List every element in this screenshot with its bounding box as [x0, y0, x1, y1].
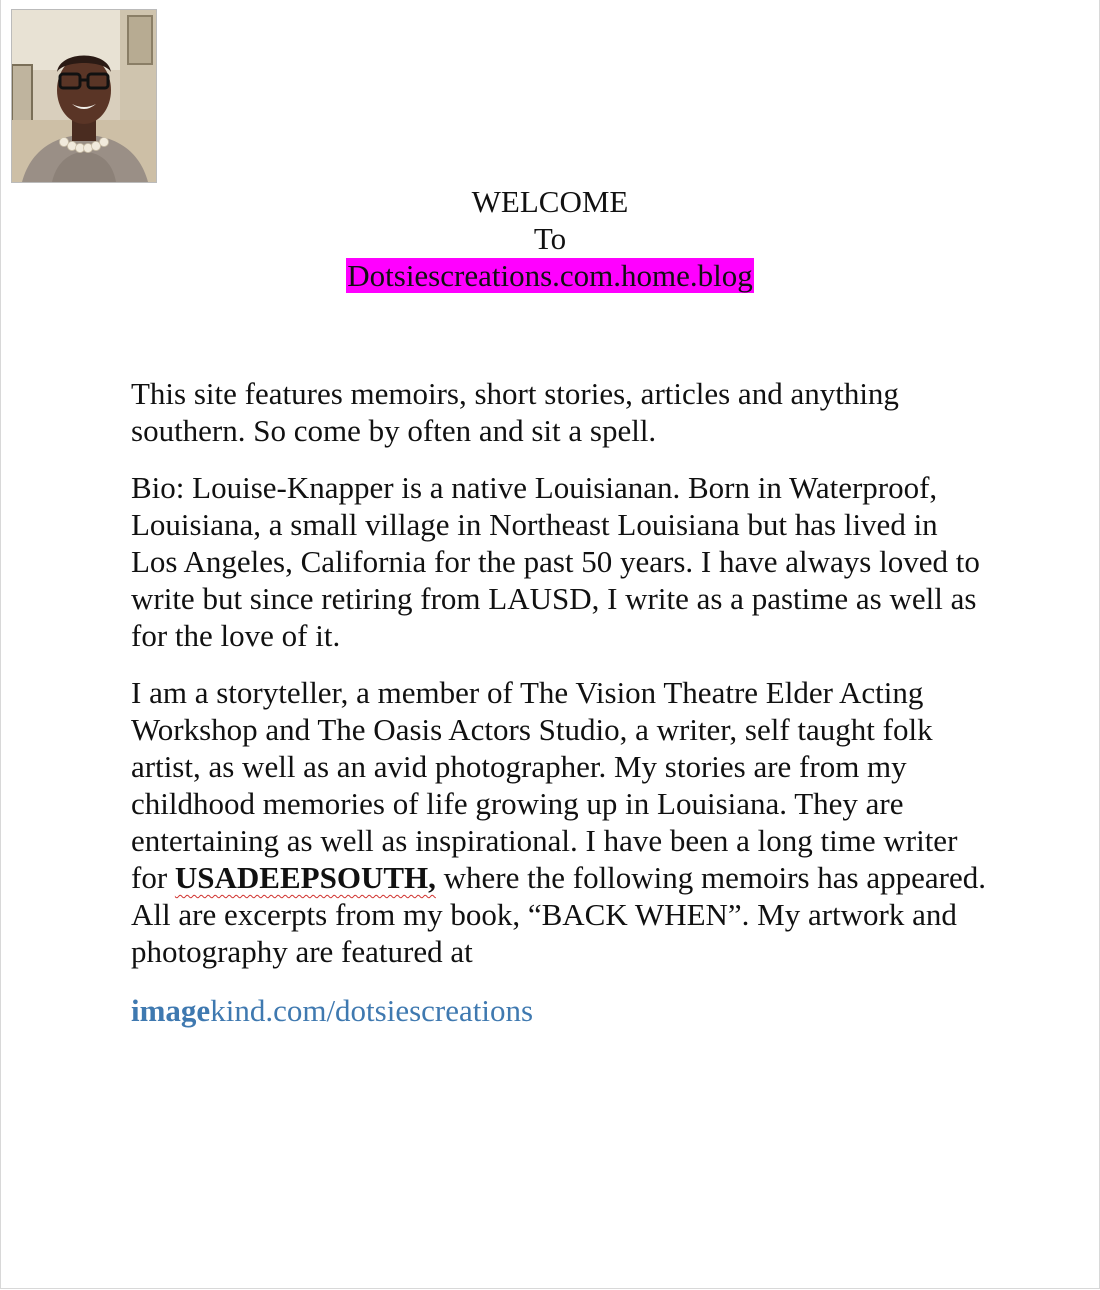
author-photo [11, 9, 157, 183]
bio-paragraph: Bio: Louise-Knapper is a native Louisianan. Born in Waterproof, Louisiana, a small village in Northeast Louisiana but has lived in Los Angeles, California for the past 50 years. I have always loved to write but since retiring from LAUSD, I write as a pastime as well as for the love of it. [131, 470, 980, 653]
about-paragraph [131, 674, 991, 970]
about-text-before: I am a storyteller, a member of The Vision Theatre Elder Acting Workshop and The Oasis Actors Studio, a writer, self taught folk artist, as well as an avid photographer. My stories are from my childhood memories of life growing up in Louisiana. They are entertaining as well as inspirational. I have been a long time writer for [131, 675, 958, 895]
welcome-header [0, 183, 1100, 294]
about-text-after: where the following memoirs has appeared. All are excerpts from my book, “BACK WHEN”. My artwork and photography are featured at [131, 860, 986, 969]
welcome-title: WELCOME [471, 184, 629, 219]
body-content [131, 375, 991, 1029]
site-name: Dotsiescreations.com.home.blog [347, 258, 753, 293]
welcome-to: To [533, 221, 567, 256]
imagekind-link-bold: image [131, 993, 211, 1028]
publication-name: USADEEPSOUTH, [174, 860, 436, 895]
imagekind-link-rest: kind.com/dotsiescreations [210, 993, 534, 1028]
imagekind-link[interactable] [131, 992, 533, 1029]
intro-paragraph: This site features memoirs, short stories, articles and anything southern. So come by often and sit a spell. [131, 376, 899, 448]
